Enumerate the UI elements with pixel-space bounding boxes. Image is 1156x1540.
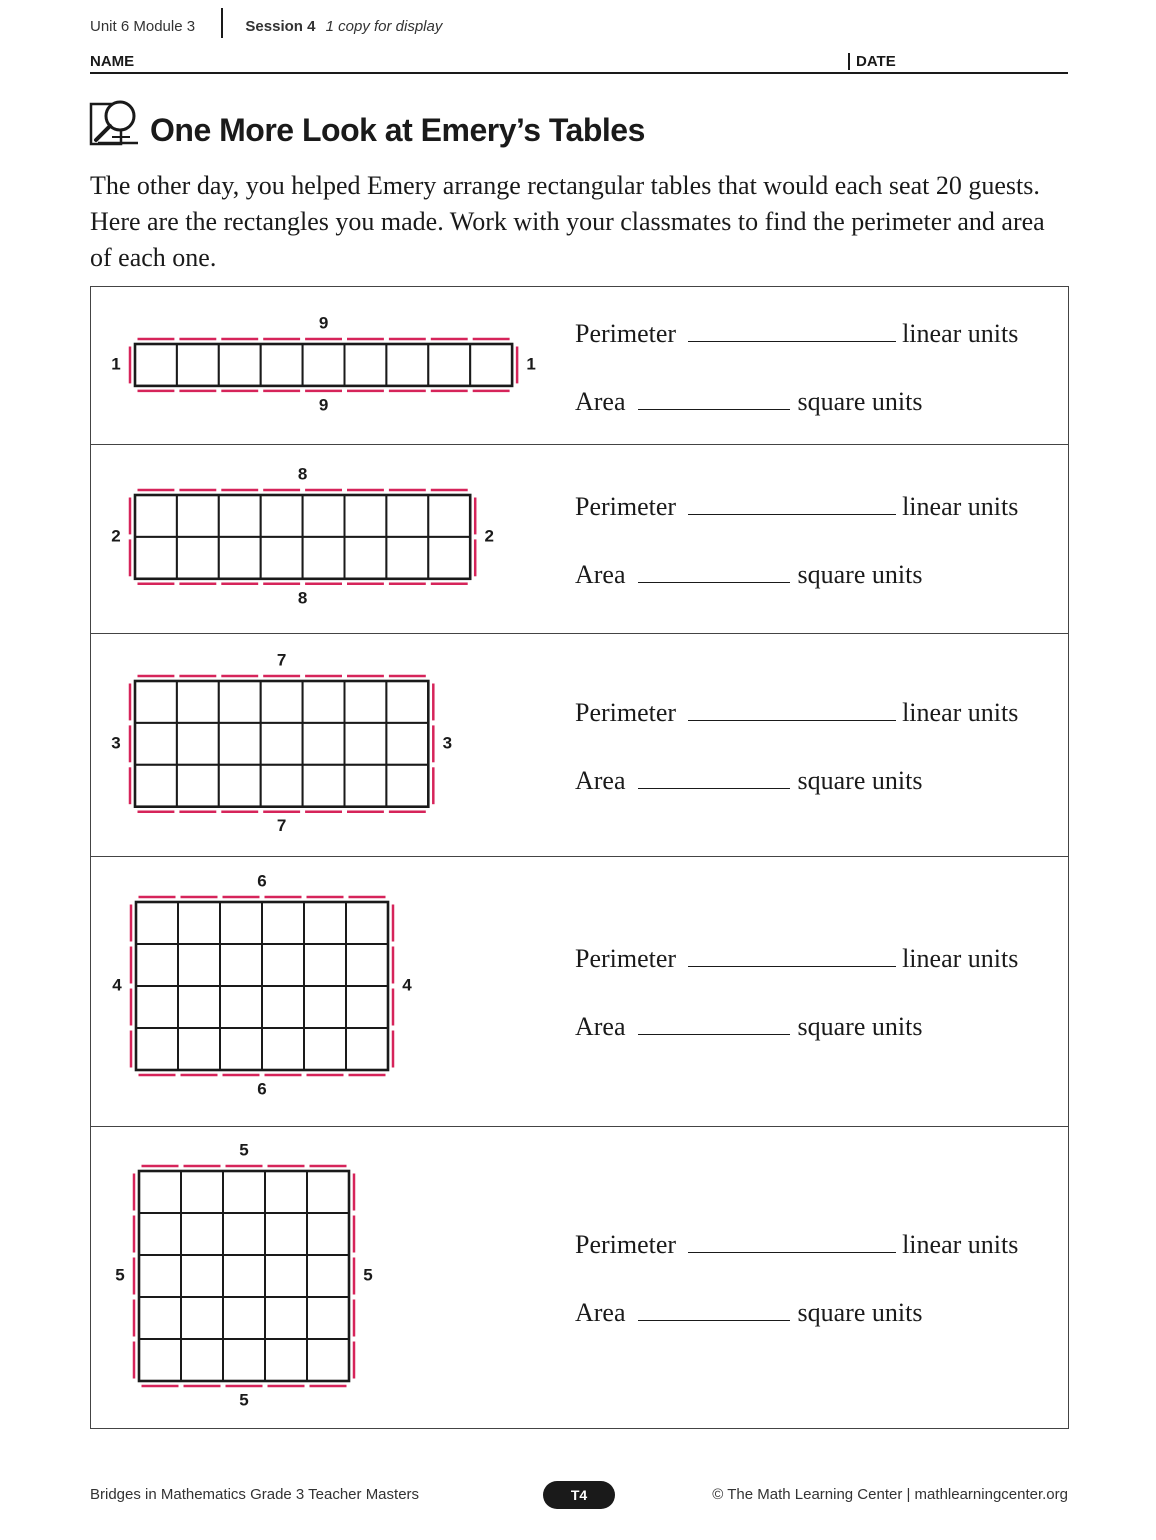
- grid-cell: [139, 1213, 181, 1255]
- grid-cell: [136, 986, 178, 1028]
- perimeter-line: [575, 944, 1018, 974]
- footer-copyright: © The Math Learning Center | mathlearningcenter.org: [712, 1486, 1068, 1503]
- bottom-length-label: 7: [276, 816, 287, 836]
- grid-cell: [345, 537, 387, 579]
- perimeter-line: [575, 319, 1018, 349]
- grid-cell: [386, 765, 428, 807]
- grid-cell: [177, 344, 219, 386]
- grid-cell: [262, 902, 304, 944]
- grid-cell: [265, 1255, 307, 1297]
- header-divider: [221, 8, 223, 38]
- rectangle-diagram: [91, 1127, 631, 1429]
- grid-cell: [178, 1028, 220, 1070]
- grid-cell: [262, 1028, 304, 1070]
- grid-cell: [177, 723, 219, 765]
- bottom-length-label: 8: [297, 588, 308, 608]
- right-width-label: 3: [442, 733, 453, 753]
- area-unit: square units: [797, 560, 923, 589]
- grid-cell: [346, 1028, 388, 1070]
- page-title: One More Look at Emery’s Tables: [150, 112, 645, 148]
- grid-cell: [177, 765, 219, 807]
- grid-cell: [136, 1028, 178, 1070]
- copy-note: 1 copy for display: [325, 17, 443, 35]
- grid-cell: [261, 344, 303, 386]
- header-line: [90, 12, 442, 42]
- grid-cell: [303, 723, 345, 765]
- footer-publication: Bridges in Mathematics Grade 3 Teacher Masters: [90, 1486, 420, 1503]
- grid-cell: [304, 1028, 346, 1070]
- right-width-label: 1: [526, 354, 536, 374]
- grid-cell: [177, 681, 219, 723]
- area-unit: square units: [797, 766, 923, 795]
- grid-cell: [386, 344, 428, 386]
- grid-cell: [304, 986, 346, 1028]
- grid-cell: [304, 902, 346, 944]
- right-width-label: 4: [402, 975, 412, 995]
- grid-cell: [219, 537, 261, 579]
- bottom-length-label: 6: [257, 1079, 267, 1099]
- grid-cell: [178, 944, 220, 986]
- name-date-bar: [90, 52, 1068, 74]
- area-line: [575, 766, 922, 796]
- problem-row: [91, 1127, 1068, 1429]
- grid-cell: [219, 723, 261, 765]
- grid-cell: [265, 1213, 307, 1255]
- grid-cell: [139, 1339, 181, 1381]
- rectangle-diagram: [91, 287, 631, 445]
- top-length-label: 8: [297, 464, 308, 484]
- grid-cell: [428, 344, 470, 386]
- area-blank[interactable]: [638, 768, 790, 789]
- perimeter-unit: linear units: [902, 492, 1019, 521]
- problems-table: [90, 286, 1069, 1429]
- perimeter-unit: linear units: [902, 1230, 1019, 1259]
- grid-cell: [307, 1297, 349, 1339]
- name-label: NAME: [90, 53, 135, 70]
- area-blank[interactable]: [638, 1014, 790, 1035]
- grid-cell: [428, 495, 470, 537]
- area-label: Area: [575, 387, 626, 416]
- grid-cell: [261, 681, 303, 723]
- rectangle-diagram: [91, 445, 631, 634]
- grid-cell: [262, 986, 304, 1028]
- grid-cell: [219, 495, 261, 537]
- problem-row: [91, 287, 1068, 445]
- grid-cell: [304, 944, 346, 986]
- grid-cell: [346, 986, 388, 1028]
- left-width-label: 5: [115, 1265, 125, 1285]
- grid-cell: [345, 765, 387, 807]
- grid-cell: [181, 1171, 223, 1213]
- left-width-label: 2: [111, 526, 121, 546]
- bottom-length-label: 9: [318, 395, 329, 415]
- area-unit: square units: [797, 1298, 923, 1327]
- grid-cell: [181, 1255, 223, 1297]
- problem-row: [91, 445, 1068, 634]
- grid-cell: [386, 495, 428, 537]
- top-length-label: 7: [276, 650, 287, 670]
- area-unit: square units: [797, 387, 923, 416]
- rectangle-diagram: [91, 857, 631, 1127]
- session-label: Session 4: [245, 17, 316, 35]
- page-number: T4: [543, 1481, 615, 1509]
- unit-module: Unit 6 Module 3: [90, 17, 196, 35]
- grid-cell: [345, 681, 387, 723]
- grid-cell: [428, 537, 470, 579]
- grid-cell: [386, 723, 428, 765]
- area-label: Area: [575, 1012, 626, 1041]
- problem-row: [91, 634, 1068, 857]
- grid-cell: [261, 495, 303, 537]
- top-length-label: 5: [239, 1140, 249, 1160]
- perimeter-blank[interactable]: [688, 321, 896, 342]
- grid-cell: [261, 765, 303, 807]
- grid-cell: [346, 902, 388, 944]
- grid-cell: [178, 902, 220, 944]
- grid-cell: [223, 1171, 265, 1213]
- grid-cell: [177, 495, 219, 537]
- perimeter-line: [575, 698, 1018, 728]
- grid-cell: [223, 1255, 265, 1297]
- grid-cell: [303, 495, 345, 537]
- grid-cell: [307, 1255, 349, 1297]
- grid-cell: [135, 495, 177, 537]
- grid-cell: [470, 344, 512, 386]
- perimeter-blank[interactable]: [688, 1232, 896, 1253]
- grid-cell: [303, 765, 345, 807]
- area-label: Area: [575, 560, 626, 589]
- grid-cell: [386, 681, 428, 723]
- grid-cell: [261, 537, 303, 579]
- perimeter-blank[interactable]: [688, 946, 896, 967]
- grid-cell: [135, 681, 177, 723]
- grid-cell: [220, 944, 262, 986]
- perimeter-line: [575, 492, 1018, 522]
- grid-cell: [220, 1028, 262, 1070]
- grid-cell: [220, 986, 262, 1028]
- area-line: [575, 560, 922, 590]
- perimeter-blank[interactable]: [688, 700, 896, 721]
- perimeter-label: Perimeter: [575, 698, 677, 727]
- perimeter-unit: linear units: [902, 944, 1019, 973]
- grid-cell: [307, 1339, 349, 1381]
- grid-cell: [135, 765, 177, 807]
- bottom-length-label: 5: [239, 1390, 249, 1410]
- grid-cell: [178, 986, 220, 1028]
- grid-cell: [262, 944, 304, 986]
- grid-cell: [219, 765, 261, 807]
- grid-cell: [139, 1171, 181, 1213]
- grid-cell: [177, 537, 219, 579]
- intro-paragraph: The other day, you helped Emery arrange rectangular tables that would each seat 20 guests. Here are the rectangles you made. Work with your classmates to find the perimeter and area of each one.: [90, 171, 1045, 272]
- perimeter-label: Perimeter: [575, 492, 677, 521]
- area-line: [575, 1012, 922, 1042]
- perimeter-unit: linear units: [902, 698, 1019, 727]
- area-blank[interactable]: [638, 1300, 790, 1321]
- grid-cell: [223, 1213, 265, 1255]
- grid-cell: [386, 537, 428, 579]
- grid-cell: [181, 1297, 223, 1339]
- perimeter-label: Perimeter: [575, 1230, 677, 1259]
- grid-cell: [307, 1171, 349, 1213]
- area-line: [575, 1298, 922, 1328]
- grid-cell: [261, 723, 303, 765]
- grid-cell: [346, 944, 388, 986]
- area-line: [575, 387, 922, 417]
- grid-cell: [345, 723, 387, 765]
- area-unit: square units: [797, 1012, 923, 1041]
- grid-cell: [265, 1171, 307, 1213]
- grid-cell: [345, 495, 387, 537]
- grid-cell: [139, 1255, 181, 1297]
- grid-cell: [345, 344, 387, 386]
- problem-row: [91, 857, 1068, 1127]
- perimeter-label: Perimeter: [575, 319, 677, 348]
- grid-cell: [181, 1213, 223, 1255]
- area-blank[interactable]: [638, 389, 790, 410]
- grid-cell: [219, 344, 261, 386]
- area-blank[interactable]: [638, 562, 790, 583]
- left-width-label: 3: [111, 733, 121, 753]
- grid-cell: [219, 681, 261, 723]
- grid-cell: [136, 902, 178, 944]
- top-length-label: 6: [257, 871, 267, 891]
- grid-cell: [223, 1297, 265, 1339]
- grid-cell: [135, 723, 177, 765]
- rectangle-diagram: [91, 634, 631, 857]
- right-width-label: 5: [363, 1265, 373, 1285]
- perimeter-unit: linear units: [902, 319, 1019, 348]
- grid-cell: [265, 1339, 307, 1381]
- grid-cell: [139, 1297, 181, 1339]
- perimeter-label: Perimeter: [575, 944, 677, 973]
- grid-cell: [223, 1339, 265, 1381]
- left-width-label: 4: [112, 975, 122, 995]
- area-label: Area: [575, 766, 626, 795]
- top-length-label: 9: [318, 313, 329, 333]
- grid-cell: [135, 344, 177, 386]
- magnifier-document-icon: [88, 96, 142, 150]
- grid-cell: [136, 944, 178, 986]
- grid-cell: [265, 1297, 307, 1339]
- grid-cell: [181, 1339, 223, 1381]
- grid-cell: [303, 681, 345, 723]
- grid-cell: [303, 537, 345, 579]
- perimeter-line: [575, 1230, 1018, 1260]
- grid-cell: [220, 902, 262, 944]
- grid-cell: [307, 1213, 349, 1255]
- grid-cell: [135, 537, 177, 579]
- date-label: DATE: [848, 53, 896, 70]
- grid-cell: [303, 344, 345, 386]
- right-width-label: 2: [484, 526, 494, 546]
- area-label: Area: [575, 1298, 626, 1327]
- left-width-label: 1: [111, 354, 121, 374]
- perimeter-blank[interactable]: [688, 494, 896, 515]
